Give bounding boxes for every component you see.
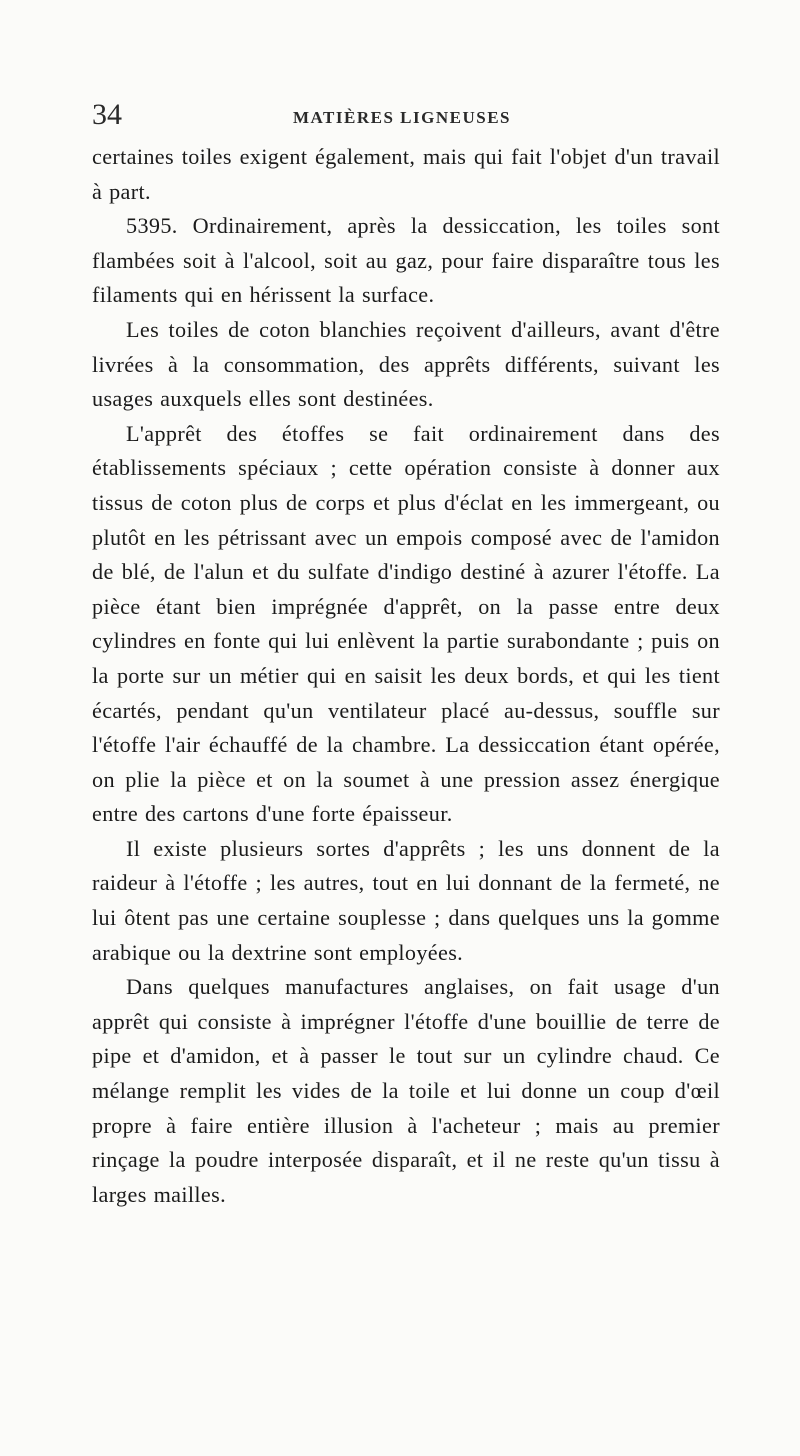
paragraph-manufactures-anglaises: Dans quelques manufactures anglaises, on fait usage d'un apprêt qui consiste à imprégner l'étoffe d'une bouillie de terre de pipe et d'amidon, et à passer le tout sur un cylindre chaud. Ce mélange remplit les vides de la toile et lui donne un coup d'œil propre à faire entière illusion à l'acheteur ; mais au premier rinçage la poudre interposée disparaît, et il ne reste qu'un tissu à larges mailles. [92,974,720,1207]
paragraph-toiles-coton: Les toiles de coton blanchies reçoivent d'ailleurs, avant d'être livrées à la consommation, des apprêts différents, suivant les usages auxquels elles sont destinées. [92,316,720,412]
paragraph-continuation: certaines toiles exigent également, mais qui fait l'objet d'un travail à part. [92,144,720,204]
paragraph-5395: 5395. Ordinairement, après la dessiccation, les toiles sont flambées soit à l'alcool, soit au gaz, pour faire disparaître tous les filaments qui en hérissent la surface. [92,213,720,308]
paragraph-sortes-apprets: Il existe plusieurs sortes d'apprêts ; les uns donnent de la raideur à l'étoffe ; les autres, tout en lui donnant de la fermeté, ne lui ôtent pas une certaine souplesse ; dans quelques uns la gomme arabique ou la dextrine sont employées. [92,835,720,965]
paragraph-apprets: L'apprêt des étoffes se fait ordinairement dans des établissements spéciaux ; cette opération consiste à donner aux tissus de coton plus de corps et plus d'éclat en les immergeant, ou plutôt en les pétrissant avec un empois composé avec de l'amidon de blé, de l'alun et du sulfate d'indigo destiné à azurer l'étoffe. La pièce étant bien imprégnée d'apprêt, on la passe entre deux cylindres en fonte qui lui enlèvent la partie surabondante ; puis on la porte sur un métier qui en saisit les deux bords, et qui les tient écartés, pendant qu'un ventilateur placé au-dessus, souffle sur l'étoffe l'air échauffé de la chambre. La dessiccation étant opérée, on plie la pièce et on la soumet à une pression assez énergique entre des cartons d'une forte épaisseur. [92,420,720,827]
body-text [92,140,720,1212]
page-number: 34 [92,98,122,131]
page-header [92,100,712,130]
running-head: MATIÈRES LIGNEUSES [293,108,511,127]
